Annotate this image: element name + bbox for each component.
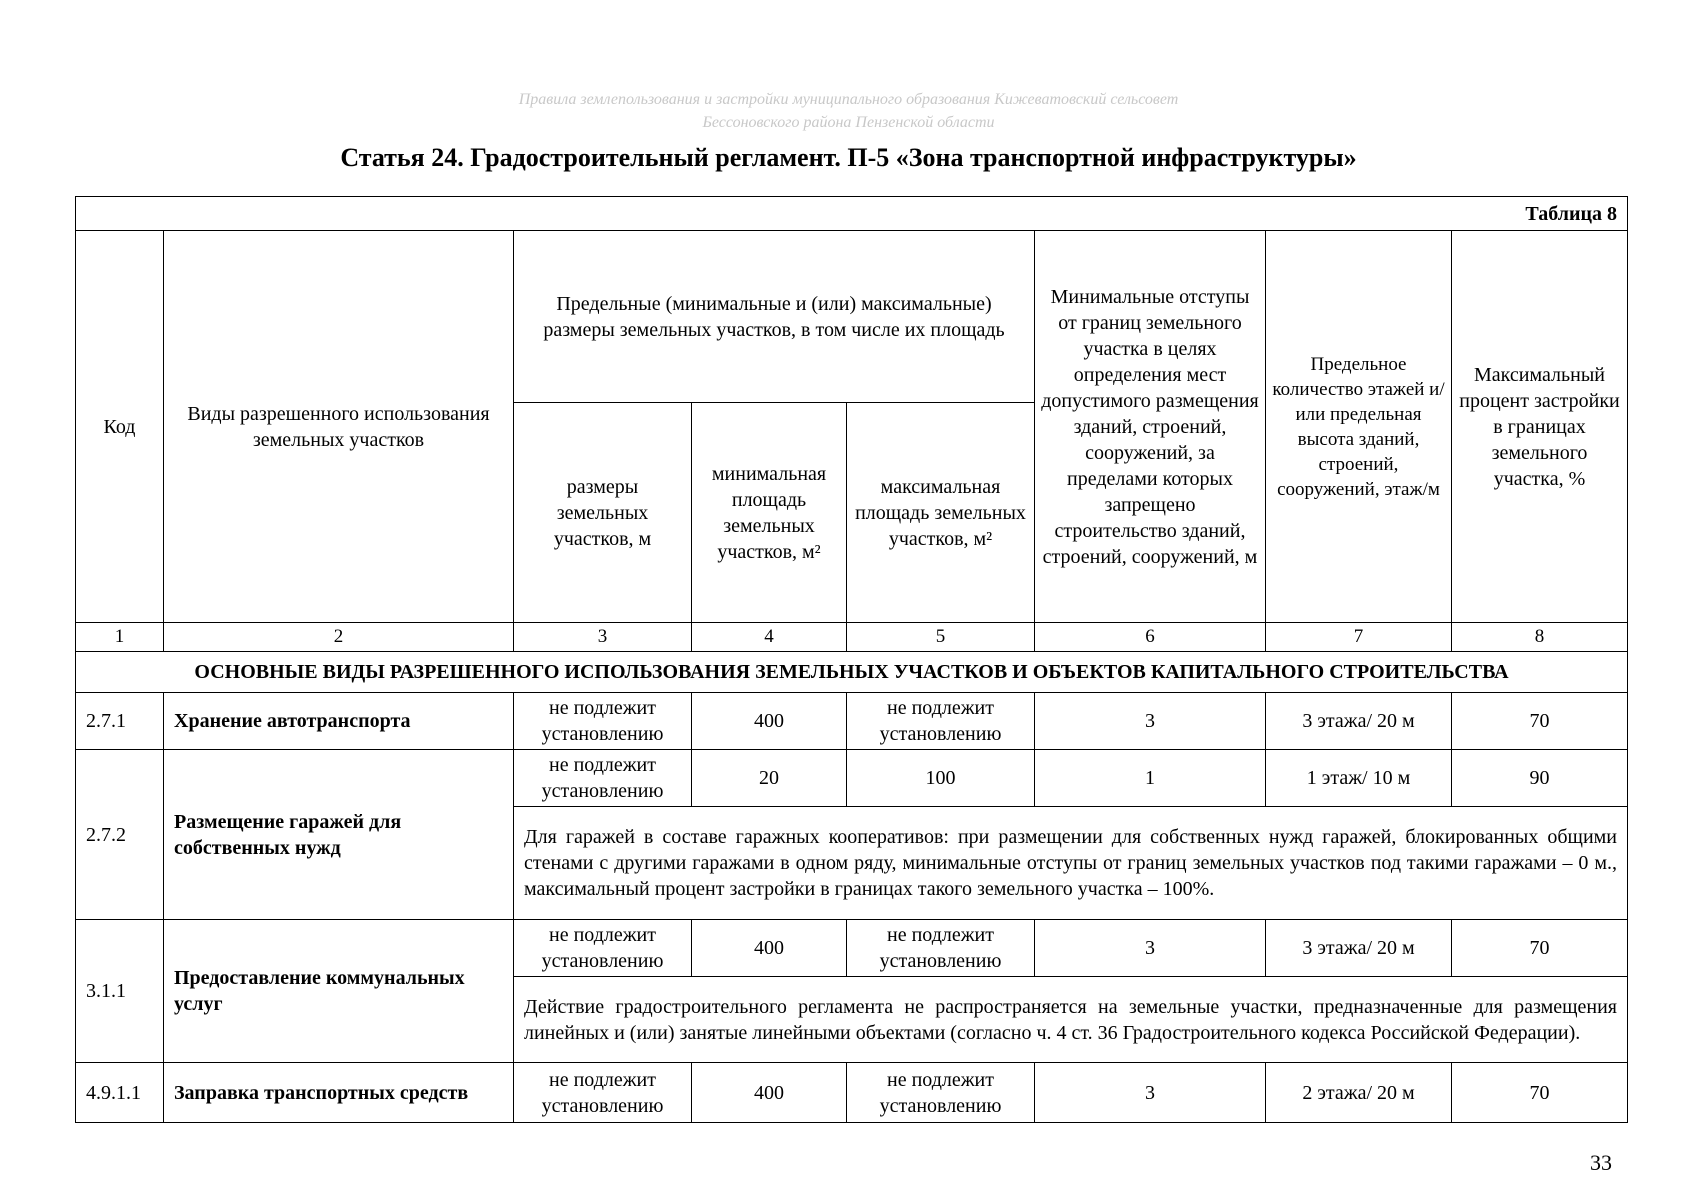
row-coverage: 90	[1452, 750, 1628, 807]
column-numbers-row	[76, 623, 1628, 652]
regulation-table	[75, 196, 1628, 1123]
row-max-area: 100	[847, 750, 1035, 807]
row-setbacks: 1	[1035, 750, 1266, 807]
header-sizes: размеры земельных участков, м	[514, 403, 692, 623]
section-title: ОСНОВНЫЕ ВИДЫ РАЗРЕШЕННОГО ИСПОЛЬЗОВАНИЯ ЗЕМЕЛЬНЫХ УЧАСТКОВ И ОБЪЕКТОВ КАПИТАЛЬНОГО СТРОИТЕЛЬСТВА	[76, 652, 1628, 693]
row-name: Размещение гаражей для собственных нужд	[164, 750, 514, 920]
page-number: 33	[1590, 1150, 1612, 1175]
row-note: Для гаражей в составе гаражных кооперативов: при размещении для собственных нужд гаражей, блокированных общими стенами с другими гаражами в одном ряду, минимальные отступы от границ земельных участков под такими гаражами – 0 м., максимальный процент застройки в границах такого земельного участка – 100%.	[514, 807, 1628, 920]
row-name: Предоставление коммунальных услуг	[164, 920, 514, 1063]
table-row	[76, 750, 1628, 807]
column-number: 4	[692, 623, 847, 652]
row-code: 4.9.1.1	[76, 1063, 164, 1123]
row-note: Действие градостроительного регламента не распространяется на земельные участки, предназначенные для размещения линейных и (или) занятые линейными объектами (согласно ч. 4 ст. 36 Градостроительного кодекса Российской Федерации).	[514, 977, 1628, 1063]
row-code: 2.7.1	[76, 693, 164, 750]
header-setbacks: Минимальные отступы от границ земельного участка в целях определения мест допустимого размещения зданий, строений, сооружений, за пределами которых запрещено строительство зданий, строений, сооружений, м	[1035, 231, 1266, 623]
table-caption: Таблица 8	[76, 197, 1628, 231]
document-running-header	[0, 88, 1697, 134]
row-sizes: не подлежит установлению	[514, 920, 692, 977]
row-min-area: 400	[692, 1063, 847, 1123]
row-min-area: 400	[692, 693, 847, 750]
row-code: 3.1.1	[76, 920, 164, 1063]
row-min-area: 20	[692, 750, 847, 807]
table-row	[76, 920, 1628, 977]
header-coverage: Максимальный процент застройки в границах земельного участка, %	[1452, 231, 1628, 623]
row-min-area: 400	[692, 920, 847, 977]
column-number: 5	[847, 623, 1035, 652]
row-coverage: 70	[1452, 693, 1628, 750]
row-coverage: 70	[1452, 1063, 1628, 1123]
table-row	[76, 1063, 1628, 1123]
header-code: Код	[76, 231, 164, 623]
row-setbacks: 3	[1035, 693, 1266, 750]
header-line-1: Правила землепользования и застройки муниципального образования Кижеватовский сельсовет	[518, 91, 1179, 108]
table-row	[76, 693, 1628, 750]
header-types: Виды разрешенного использования земельных участков	[164, 231, 514, 623]
row-sizes: не подлежит установлению	[514, 1063, 692, 1123]
column-number: 1	[76, 623, 164, 652]
row-coverage: 70	[1452, 920, 1628, 977]
page-title: Статья 24. Градостроительный регламент. П-5 «Зона транспортной инфраструктуры»	[340, 143, 1357, 172]
column-number: 6	[1035, 623, 1266, 652]
column-number: 2	[164, 623, 514, 652]
row-code: 2.7.2	[76, 750, 164, 920]
row-max-area: не подлежит установлению	[847, 1063, 1035, 1123]
row-name: Хранение автотранспорта	[164, 693, 514, 750]
row-floors: 3 этажа/ 20 м	[1266, 693, 1452, 750]
row-floors: 2 этажа/ 20 м	[1266, 1063, 1452, 1123]
row-sizes: не подлежит установлению	[514, 693, 692, 750]
column-number: 8	[1452, 623, 1628, 652]
row-name: Заправка транспортных средств	[164, 1063, 514, 1123]
column-number: 7	[1266, 623, 1452, 652]
header-min-area: минимальная площадь земельных участков, м²	[692, 403, 847, 623]
row-floors: 3 этажа/ 20 м	[1266, 920, 1452, 977]
row-sizes: не подлежит установлению	[514, 750, 692, 807]
header-max-area: максимальная площадь земельных участков, м²	[847, 403, 1035, 623]
row-setbacks: 3	[1035, 1063, 1266, 1123]
row-setbacks: 3	[1035, 920, 1266, 977]
row-max-area: не подлежит установлению	[847, 920, 1035, 977]
header-floors: Предельное количество этажей и/или предельная высота зданий, строений, сооружений, этаж/м	[1266, 231, 1452, 623]
header-sizes-group: Предельные (минимальные и (или) максимальные) размеры земельных участков, в том числе их площадь	[514, 231, 1035, 403]
row-floors: 1 этаж/ 10 м	[1266, 750, 1452, 807]
header-line-2: Бессоновского района Пензенской области	[702, 114, 995, 131]
column-number: 3	[514, 623, 692, 652]
row-max-area: не подлежит установлению	[847, 693, 1035, 750]
